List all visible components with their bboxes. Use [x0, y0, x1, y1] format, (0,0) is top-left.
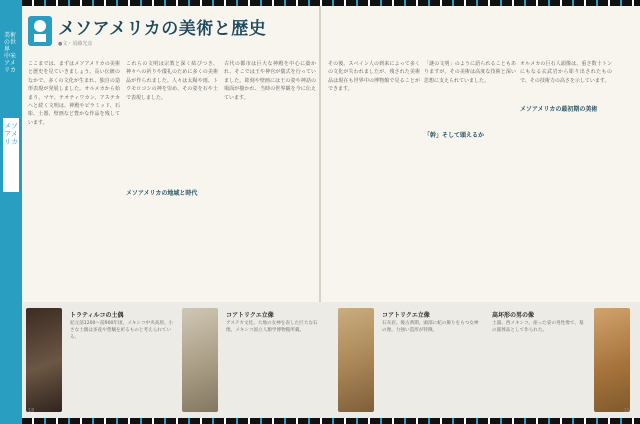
figure [338, 308, 488, 412]
figure [182, 308, 332, 412]
figure-title: トラティルコの土偶 [70, 312, 124, 319]
text-column-3: 古代の都市は巨大な神殿を中心に築かれ、そこでは王や神官が儀式を行っていました。彫刻や壁画には王の姿や神話の場面が描かれ、当時の世界観を今に伝えています。 [224, 61, 316, 101]
figurine-image [26, 308, 62, 412]
figure-title: コアトリクエ立像 [226, 312, 274, 319]
figurine-image [594, 308, 630, 412]
figure [490, 308, 636, 412]
top-decorative-band [22, 0, 640, 6]
emblem-icon [26, 14, 54, 48]
text-column-6: オルメカの巨石人頭像は、重さ数十トンにもなる玄武岩から彫り出されたもので、その技術力の高さを示しています。 [520, 61, 612, 84]
page-number-right: 19 [623, 408, 630, 414]
section-heading: メソアメリカの最初期の美術 [520, 106, 598, 113]
figure-title: コアトリクエ立像 [382, 312, 430, 319]
section-heading: 「幹」そして頭えるか [424, 132, 485, 139]
figure-caption: 紀元前1200〜前900年頃。メキシコ中央高原。小さな土偶は多産や豊穣を祈るものと考えられている。 [70, 321, 174, 340]
image-strip [22, 302, 640, 418]
statue-image [182, 308, 218, 412]
figure-caption: 土器。西メキシコ。座った姿の男性像で、墓の副葬品として作られた。 [492, 321, 584, 333]
figure-caption: 石灰岩。後古典期。頭部に蛇の飾りをもつ女神の像。力強い造形が特徴。 [382, 321, 479, 333]
side-label: メソアメリカ [3, 118, 19, 192]
text-column-2: これらの文明は宗教と深く結びつき、神々への祈りや儀礼のために多くの美術品が作られました。人々は太陽や雨、トウモロコシの神を崇め、その姿を石や土で表現しました。 [126, 61, 218, 101]
figure [26, 308, 182, 412]
text-column-5: 「謎の文明」のように語られることもありますが、その美術は高度な技術と深い思想に支えられていました。 [424, 61, 516, 84]
page-number-left: 18 [28, 408, 35, 414]
side-text: 美術の世界 中米アメリカ [4, 32, 17, 74]
byline: ●文・須藤光彦 [58, 41, 93, 47]
figure-caption: アステカ文化。大地の女神を表した巨大な石像。メキシコ国立人類学博物館所蔵。 [226, 321, 318, 333]
page-title: メソアメリカの美術と歴史 [58, 19, 267, 39]
section-heading: メソアメリカの地域と時代 [126, 190, 198, 197]
text-column-4: その後、スペイン人の到来によって多くの文化が失われましたが、残された美術品は現在も世界中の博物館で見ることができます。 [328, 61, 420, 93]
statue-image [338, 308, 374, 412]
text-column-1: ここまでは、まずはメソアメリカの美術と歴史を見ていきましょう。長い伝統のなかで、多くの文化が生まれ、独自の造形表現が発展しました。オルメカから始まり、マヤ、テオティワカン、アステカへと続く文明は、神殿やピラミッド、石彫、土器、壁画など豊かな作品を残しています。 [28, 61, 120, 126]
figure-title: 高坏形の男の像 [492, 312, 535, 319]
side-band [0, 0, 22, 424]
bottom-decorative-band [22, 418, 640, 424]
